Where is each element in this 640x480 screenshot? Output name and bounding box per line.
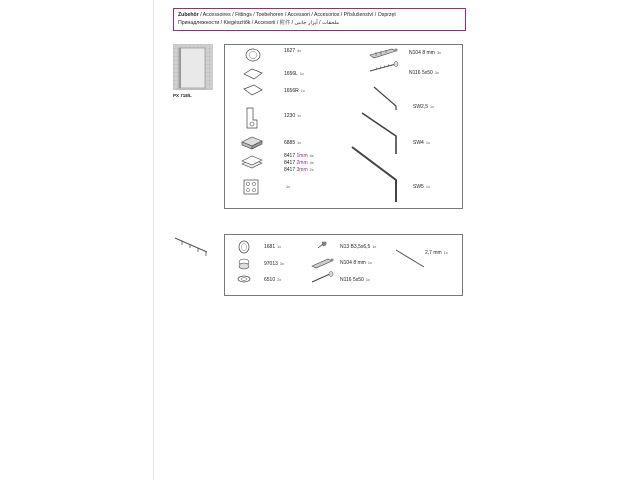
item-label: 1627 4x: [284, 48, 302, 54]
hex-key-label: SW4 1x: [413, 140, 430, 146]
margin-line: [153, 0, 154, 480]
screw-label: N13 B3,5x6,5 1x: [340, 244, 377, 250]
seal-plate-left-icon: [242, 68, 264, 80]
screw-label: N116 5x50 3x: [409, 70, 439, 76]
item-label: 8417 3mm 2x: [284, 167, 314, 173]
item-label: 1656R 1x: [284, 88, 305, 94]
product-code: PX 718/L: [173, 93, 192, 98]
item-label: 1681 1x: [264, 244, 282, 250]
drill-label: 2,7 mm 1x: [425, 250, 448, 256]
screw-label: N104 8 mm 1x: [340, 260, 372, 266]
ring-icon: [236, 274, 252, 284]
screw-icon: [366, 60, 402, 74]
product-thumbnail: [173, 44, 213, 90]
spacer-shims-icon: [240, 154, 264, 170]
small-screw-icon: [316, 240, 328, 250]
item-label: 6885 1x: [284, 140, 302, 146]
header-title-de: Zubehör: [178, 12, 199, 18]
item-label: 1230 1x: [284, 113, 302, 119]
item-label: 8417 2mm 4x: [284, 160, 314, 166]
profile-rail-icon: [173, 234, 213, 258]
seal-plate-right-icon: [242, 84, 264, 96]
cap-icon: [244, 48, 262, 62]
block-icon: [240, 136, 264, 150]
drill-bit-icon: [394, 248, 428, 270]
washer-icon: [237, 257, 251, 271]
screw-icon: [310, 270, 336, 284]
dowel-icon: [366, 46, 402, 60]
header-line1: / Accessoires / Fittings / Toebehoren / Accessori / Accesorios / Příslušenství / Osprzęt: [198, 12, 396, 18]
screw-label: N116 5x50 1x: [340, 277, 370, 283]
accessories-header: [173, 8, 466, 31]
bracket-icon: [243, 106, 261, 130]
screw-label: N104 8 mm 3x: [409, 50, 441, 56]
cap-icon: [237, 240, 251, 254]
hex-key-sw5-icon: [350, 144, 406, 204]
hex-key-sw25-icon: [372, 84, 402, 112]
item-label: 8417 1mm 4x: [284, 153, 314, 159]
hex-key-label: SW2,5 1x: [413, 104, 435, 110]
mounting-plate-icon: [243, 179, 259, 195]
dowel-icon: [310, 255, 336, 269]
item-label: 1656L 1x: [284, 71, 304, 77]
item-label: 6510 2x: [264, 277, 282, 283]
hex-key-label: SW5 1x: [413, 184, 430, 190]
header-line2: Принадлежности / Kiegészítők / Accesorii / 附件 / ملحقات / آبزار جانبی: [178, 20, 339, 26]
shower-enclosure-illustration: [173, 44, 213, 90]
item-label: 1x: [286, 185, 291, 189]
item-label: 97013 3x: [264, 261, 284, 267]
